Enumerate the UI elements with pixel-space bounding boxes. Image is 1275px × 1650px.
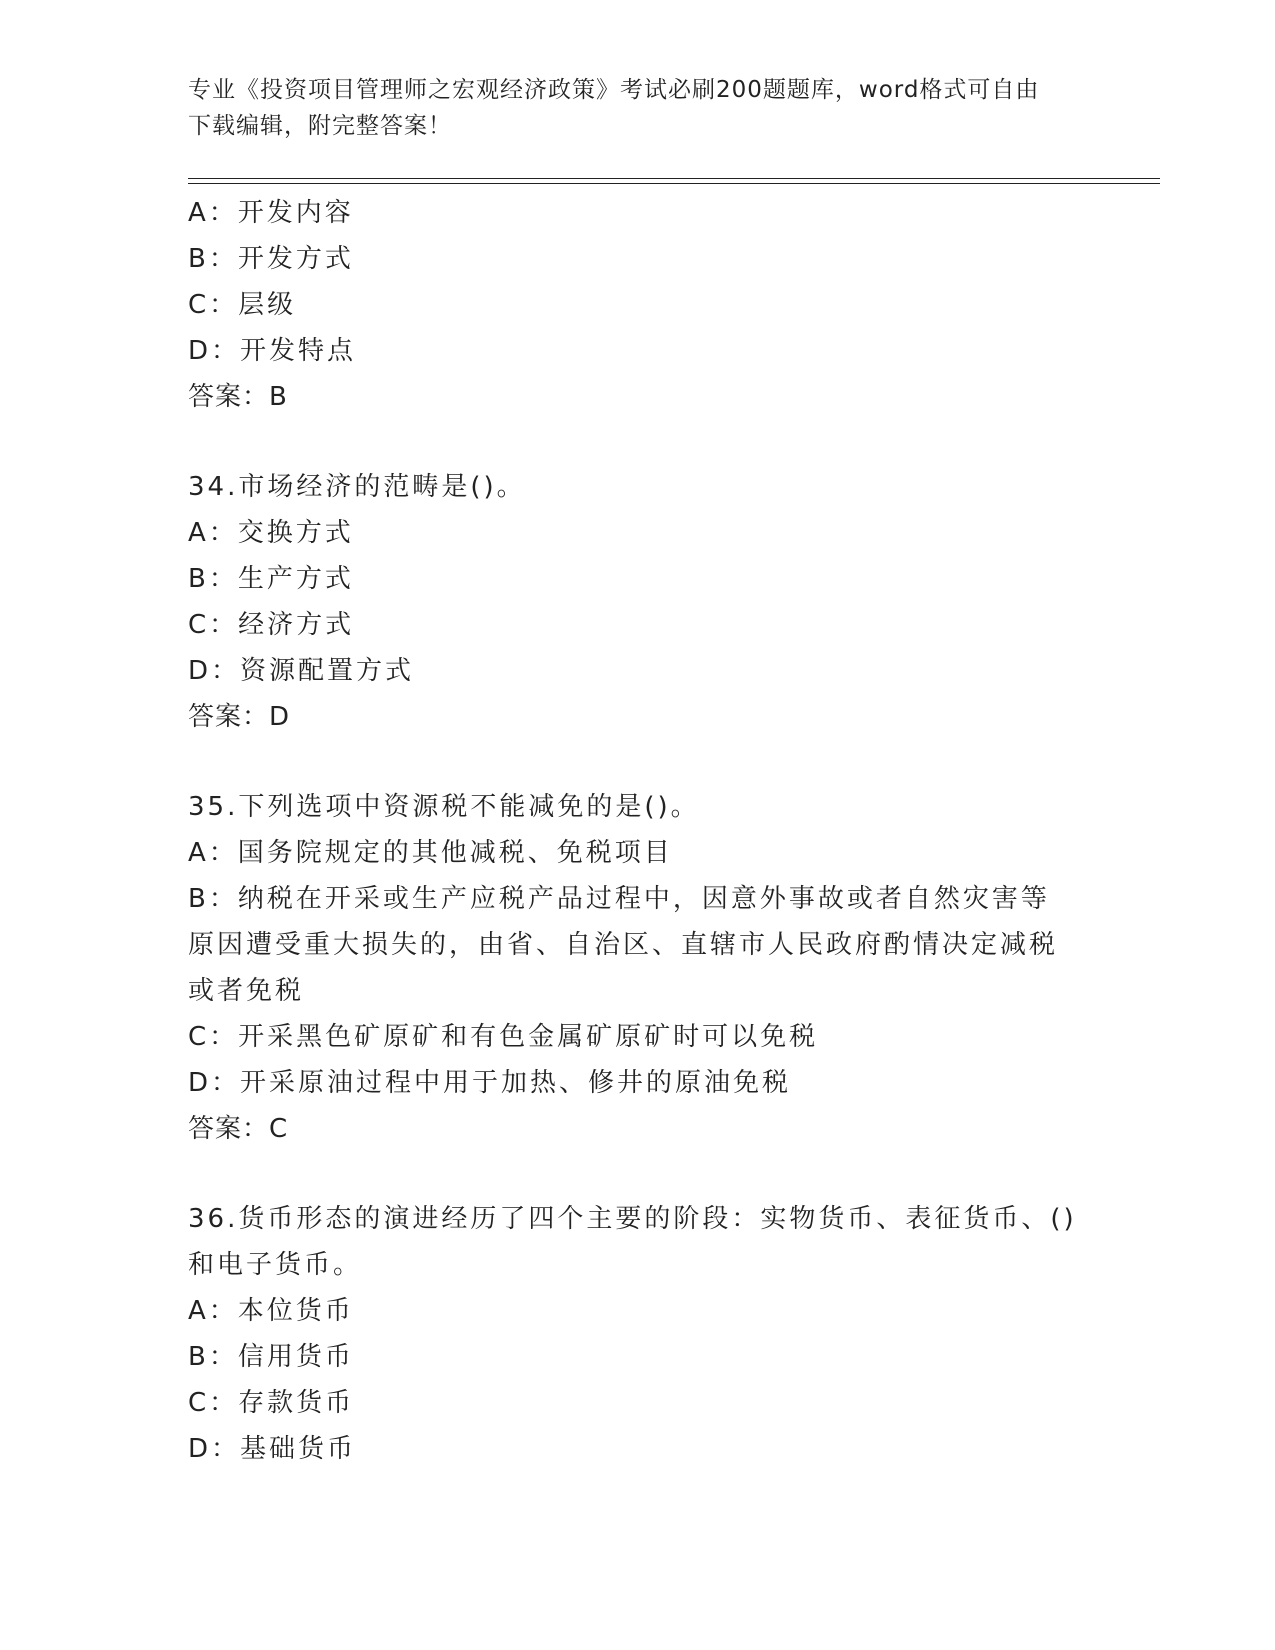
spacer — [188, 740, 1088, 784]
answer: 答案：D — [188, 702, 291, 732]
option-c: C：开采黑色矿原矿和有色金属矿原矿时可以免税 — [188, 1022, 819, 1052]
option-a: A：国务院规定的其他减税、免税项目 — [188, 838, 673, 868]
question-list — [188, 190, 1088, 1472]
header-line-2: 下载编辑，附完整答案！ — [188, 113, 452, 139]
header-divider-top — [188, 178, 1160, 179]
answer: 答案：C — [188, 1114, 289, 1144]
spacer — [188, 1152, 1088, 1196]
question-34 — [188, 464, 1088, 740]
option-d: D：开采原油过程中用于加热、修井的原油免税 — [188, 1068, 792, 1098]
option-c: C：经济方式 — [188, 610, 355, 640]
option-a: A：开发内容 — [188, 198, 354, 228]
question-36 — [188, 1196, 1088, 1472]
option-b: B：纳税在开采或生产应税产品过程中，因意外事故或者自然灾害等原因遭受重大损失的，由省、自治区、直辖市人民政府酌情决定减税或者免税 — [188, 884, 1059, 1006]
question-33 — [188, 190, 1088, 420]
question-stem: 34.市场经济的范畴是()。 — [188, 472, 526, 502]
option-a: A：本位货币 — [188, 1296, 354, 1326]
option-d: D：基础货币 — [188, 1434, 357, 1464]
question-stem: 35.下列选项中资源税不能减免的是()。 — [188, 792, 700, 822]
option-d: D：开发特点 — [188, 336, 357, 366]
question-stem: 36.货币形态的演进经历了四个主要的阶段：实物货币、表征货币、()和电子货币。 — [188, 1204, 1077, 1280]
option-d: D：资源配置方式 — [188, 656, 415, 686]
option-c: C：层级 — [188, 290, 297, 320]
header-line-1: 专业《投资项目管理师之宏观经济政策》考试必刷200题题库，word格式可自由 — [188, 77, 1040, 103]
document-header — [188, 72, 1068, 144]
option-a: A：交换方式 — [188, 518, 354, 548]
question-35 — [188, 784, 1088, 1152]
option-b: B：开发方式 — [188, 244, 354, 274]
answer: 答案：B — [188, 382, 288, 412]
option-b: B：生产方式 — [188, 564, 354, 594]
option-c: C：存款货币 — [188, 1388, 355, 1418]
spacer — [188, 420, 1088, 464]
header-divider-bottom — [188, 183, 1160, 184]
option-b: B：信用货币 — [188, 1342, 354, 1372]
